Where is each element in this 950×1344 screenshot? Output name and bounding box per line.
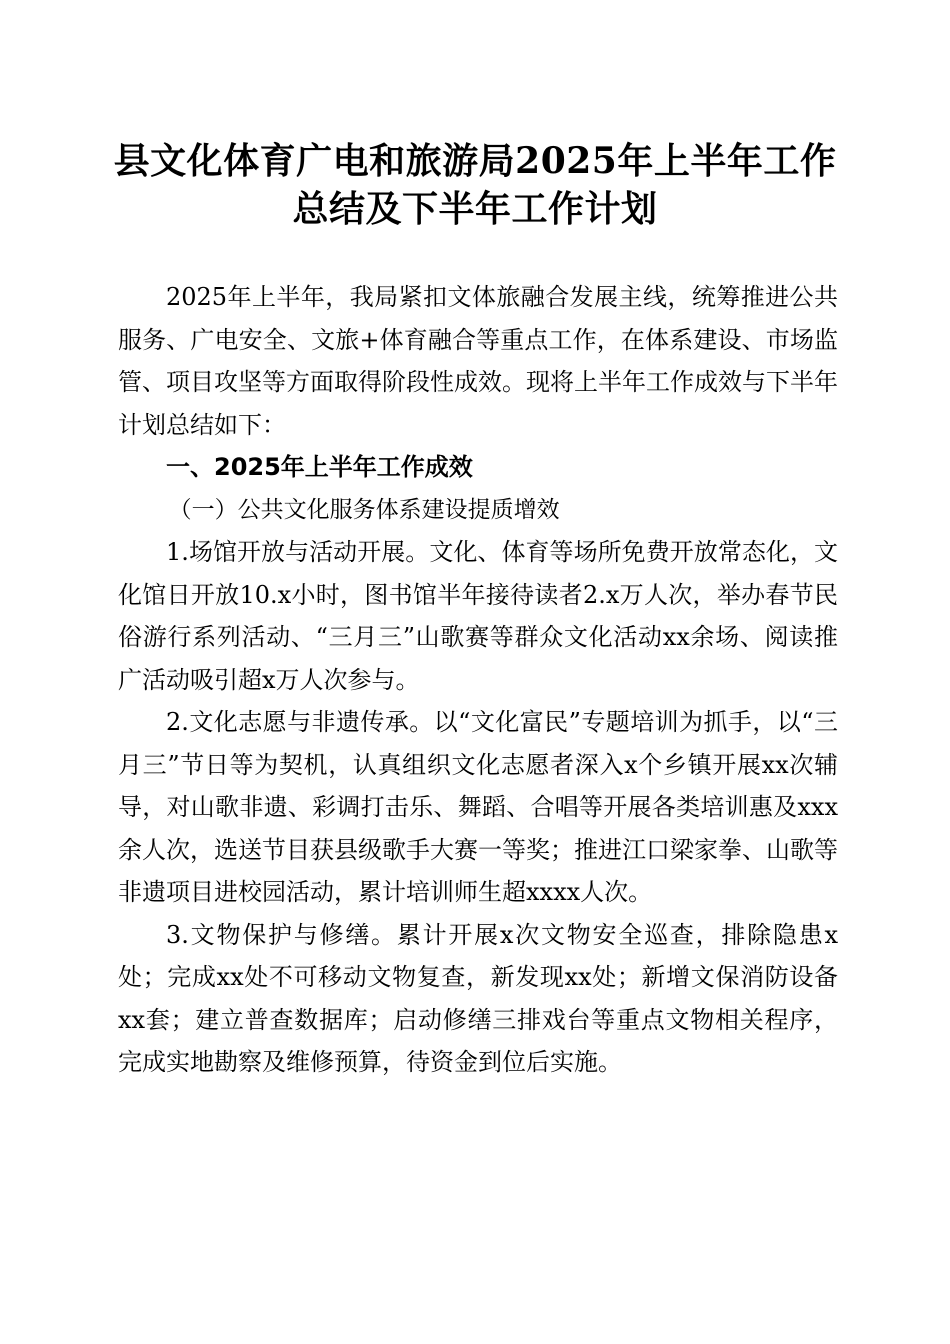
body-paragraph-2: 2.文化志愿与非遗传承。以“文化富民”专题培训为抓手，以“三月三”节日等为契机，认真组织文化志愿者深入x个乡镇开展xx次辅导，对山歌非遗、彩调打击乐、舞蹈、合唱等开展各类培训惠及xxx余人次，选送节目获县级歌手大赛一等奖；推进江口梁家拳、山歌等非遗项目进校园活动，累计培训师生超xxxx人次。: [118, 708, 838, 906]
document-title-line-1: 县文化体育广电和旅游局2025年上半年工作: [113, 140, 837, 182]
subsection-heading: （一）公共文化服务体系建设提质增效: [168, 496, 560, 523]
section-heading: 一、2025年上半年工作成效: [166, 453, 473, 481]
document-title-line-2: 总结及下半年工作计划: [292, 188, 658, 230]
intro-paragraph: 2025年上半年，我局紧扣文体旅融合发展主线，统筹推进公共服务、广电安全、文旅+体育融合等重点工作，在体系建设、市场监管、项目攻坚等方面取得阶段性成效。现将上半年工作成效与下半年计划总结如下：: [118, 283, 838, 439]
document-body: [118, 276, 838, 1084]
body-paragraph-3: 3.文物保护与修缮。累计开展x次文物安全巡查，排除隐患x处；完成xx处不可移动文物复查，新发现xx处；新增文保消防设备xx套；建立普查数据库；启动修缮三排戏台等重点文物相关程序，完成实地勘察及维修预算，待资金到位后实施。: [118, 920, 838, 1076]
body-paragraph-1: 1.场馆开放与活动开展。文化、体育等场所免费开放常态化，文化馆日开放10.x小时，图书馆半年接待读者2.x万人次，举办春节民俗游行系列活动、“三月三”山歌赛等群众文化活动xx余场、阅读推广活动吸引超x万人次参与。: [118, 538, 838, 694]
